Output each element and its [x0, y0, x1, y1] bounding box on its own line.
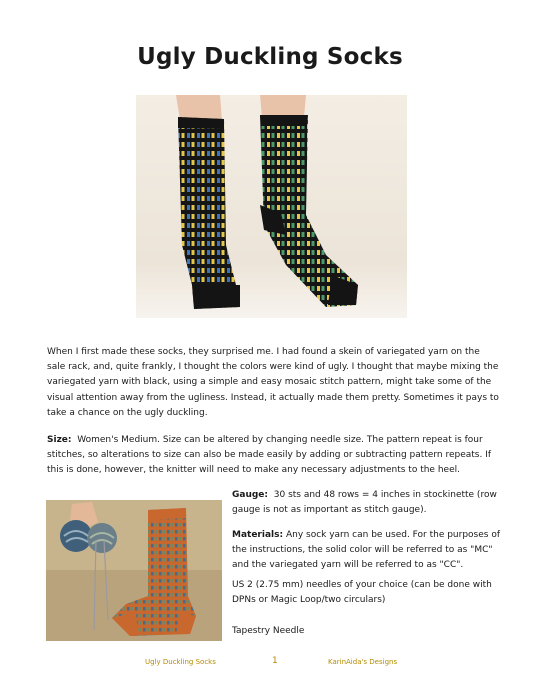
tapestry-paragraph: Tapestry Needle	[232, 626, 305, 636]
size-paragraph	[47, 433, 499, 479]
intro-paragraph: When I first made these socks, they surprised me. I had found a skein of variegated yarn on the sale rack, and, quite frankly, I thought the colors were kind of ugly. I thought that maybe mixing the variegated yarn with black, using a simple and easy mosaic stitch pattern, might take some of the visual attention away from the ugliness. Instead, it actually made them pretty. Sometimes it pays to take a chance on the ugly duckling.	[47, 347, 499, 418]
gauge-text: 30 sts and 48 rows = 4 inches in stockinette (row gauge is not as important as stitch gauge).	[232, 490, 497, 516]
socks-photo	[136, 95, 407, 318]
gauge-label: Gauge:	[232, 490, 269, 500]
gauge-paragraph	[232, 488, 502, 518]
page-title: Ugly Duckling Socks	[137, 44, 403, 70]
size-text: Women's Medium. Size can be altered by changing needle size. The pattern repeat is four stitches, so alterations to size can also be made easily by adding or subtracting pattern repeats. If this is done, however, the knitter will need to make any necessary adjustments to the heel.	[47, 435, 492, 476]
sock-in-progress-photo	[46, 500, 222, 641]
size-label: Size:	[47, 435, 72, 445]
materials-label: Materials:	[232, 530, 284, 540]
footer-page-number: 1	[272, 656, 278, 666]
footer-title: Ugly Duckling Socks	[145, 658, 216, 666]
footer-designer: KarinAida's Designs	[328, 658, 398, 666]
needles-paragraph: US 2 (2.75 mm) needles of your choice (can be done with DPNs or Magic Loop/two circulars)	[232, 580, 492, 606]
materials-text: Any sock yarn can be used. For the purposes of the instructions, the solid color will be referred to as "MC" and the variegated yarn will be referred to as "CC".	[232, 530, 501, 571]
materials-paragraph	[232, 528, 502, 574]
